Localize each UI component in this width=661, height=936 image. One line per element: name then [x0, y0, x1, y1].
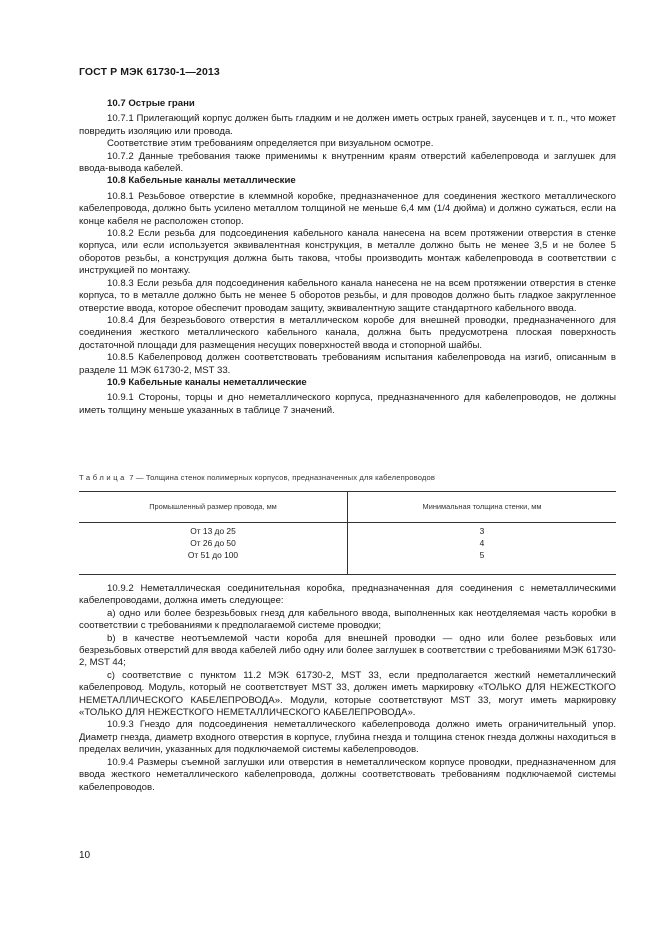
- paragraph-10-8-3: 10.8.3 Если резьба для подсоединения кабельного канала нанесена не на всем протяжении отверстия в стенке корпуса, то в металле должно быть не менее 5 оборотов резьбы, и для проводов должно быть гладкое закругленное отверстие ввода, которое обеспечит проводам защиту, эквивалентную защите стандартного кабельного ввода.: [79, 277, 616, 314]
- table-cell-thickness: 4: [479, 538, 485, 549]
- paragraph-10-9-2: 10.9.2 Неметаллическая соединительная коробка, предназначенная для соединения с неметаллическими кабелепроводами, должна иметь следующее:: [79, 583, 616, 607]
- section-heading-10-7: 10.7 Острые грани: [107, 98, 195, 109]
- table-cell-thickness: 5: [479, 550, 485, 561]
- list-item-a: а) одно или более безрезьбовых гнезд для кабельного ввода, выполненных как неотделяемая часть коробки в соответствии с требованиями к предполагаемой системе проводки;: [79, 607, 616, 632]
- table-cell-thickness: 3: [479, 526, 485, 536]
- list-item-c: с) соответствие с пунктом 11.2 МЭК 61730-2, MST 33, если предполагается жесткий неметаллический кабелепровод. Модуль, который не соответствует MST 33, должен иметь маркировку «ТОЛЬКО ДЛЯ НЕЖЕСТКОГО НЕМЕТАЛЛИЧЕСКОГО КАБЕЛЕПРОВОДА». Модули, которые соответствуют MST 33, могут иметь маркировку «ТОЛЬКО ДЛЯ НЕЖЕСТКОГО НЕМЕТАЛЛИЧЕСКОГО КАБЕЛЕПРОВОДА».: [79, 669, 616, 719]
- paragraph-10-7-1: 10.7.1 Прилегающий корпус должен быть гладким и не должен иметь острых граней, заусенцев и т. п., что может повредить изоляцию или провода.: [79, 113, 616, 137]
- table-caption: [79, 473, 435, 482]
- section-heading-10-8: 10.8 Кабельные каналы металлические: [107, 175, 296, 187]
- section-heading-10-9: 10.9 Кабельные каналы неметаллические: [107, 376, 307, 388]
- paragraph-10-7-2: 10.7.2 Данные требования также применимы к внутренним краям отверстий кабелепровода и заглушек для ввода-вывода кабелей.: [79, 150, 616, 175]
- paragraph-10-9-4: 10.9.4 Размеры съемной заглушки или отверстия в неметаллическом корпусе проводки, предназначенном для ввода жесткого неметаллического кабелепровода, должны соответствовать требованиям подключаемой системы кабелепроводов.: [79, 756, 616, 793]
- paragraph-10-8-1: 10.8.1 Резьбовое отверстие в клеммной коробке, предназначенное для соединения жесткого металлического кабелепровода, должно быть усилено металлом толщиной не меньше 6,4 мм (1/4 дюйма) и должно сужаться, если на конце кабеля не расположен стопор.: [79, 190, 616, 227]
- page-number: 10: [79, 850, 91, 861]
- body-text-bottom: [79, 583, 616, 794]
- list-item-b: b) в качестве неотъемлемой части короба для внешней проводки — одно или более резьбовых или безрезьбовых отверстий для ввода кабелей либо одну или более заглушек в соответствии с требованиями МЭК 61730-2, MST 44;: [79, 632, 616, 669]
- document-header: ГОСТ Р МЭК 61730-1—2013: [79, 66, 220, 78]
- table-header-wire-size: Промышленный размер провода, мм: [149, 502, 277, 511]
- paragraph-10-8-5: 10.8.5 Кабелепровод должен соответствовать требованиям испытания кабелепровода на изгиб, описанным в разделе 11 МЭК 61730-2, MST 33.: [79, 352, 616, 376]
- paragraph-10-9-3: 10.9.3 Гнездо для подсоединения неметаллического кабелепровода должно иметь ограничительный упор. Диаметр гнезда, диаметр входного отверстия в корпусе, глубина гнезда и толщина стенок гнезда должны находиться в пределах величин, указанных для подключаемой системы кабелепроводов.: [79, 719, 616, 756]
- paragraph-10-8-4: 10.8.4 Для безрезьбового отверстия в металлическом коробе для внешней проводки, предназначенного для соединения жесткого металлического кабельного канала, должна быть предусмотрена плоская поверхность достаточной площади для размещения несущих поверхностей ввода и стопорной шайбы.: [79, 314, 616, 351]
- paragraph-10-7-1-note: Соответствие этим требованиям определяется при визуальном осмотре.: [107, 138, 434, 150]
- body-text-top: [79, 98, 616, 417]
- table-cell-size: От 13 до 25: [190, 526, 236, 536]
- table-header-divider: [79, 522, 616, 523]
- paragraph-10-9-1: 10.9.1 Стороны, торцы и дно неметаллического корпуса, предназначенного для кабелепроводов, не должны иметь толщину меньше указанных в таблице 7 значений.: [79, 392, 616, 416]
- table-caption-text: — Толщина стенок полимерных корпусов, предназначенных для кабелепроводов: [133, 473, 436, 482]
- wall-thickness-table: [79, 491, 616, 575]
- table-caption-word: Таблица: [79, 473, 127, 482]
- table-column-wire-size: [79, 525, 347, 562]
- table-cell-size: От 26 до 50: [190, 538, 236, 549]
- paragraph-10-8-2: 10.8.2 Если резьба для подсоединения кабельного канала нанесена на всем протяжении отверстия в стенке корпуса, или если используется эквивалентная конструкция, в металле должно быть не менее 3,5 и не более 5 оборотов резьбы, а конструкция должна быть такова, чтобы производить монтаж кабелепровода в соответствии с инструкцией по монтажу.: [79, 228, 616, 277]
- table-column-min-thickness: [348, 525, 616, 562]
- table-caption-number: 7: [129, 473, 134, 482]
- table-header-min-thickness: Минимальная толщина стенки, мм: [422, 502, 542, 511]
- table-cell-size: От 51 до 100: [187, 550, 239, 561]
